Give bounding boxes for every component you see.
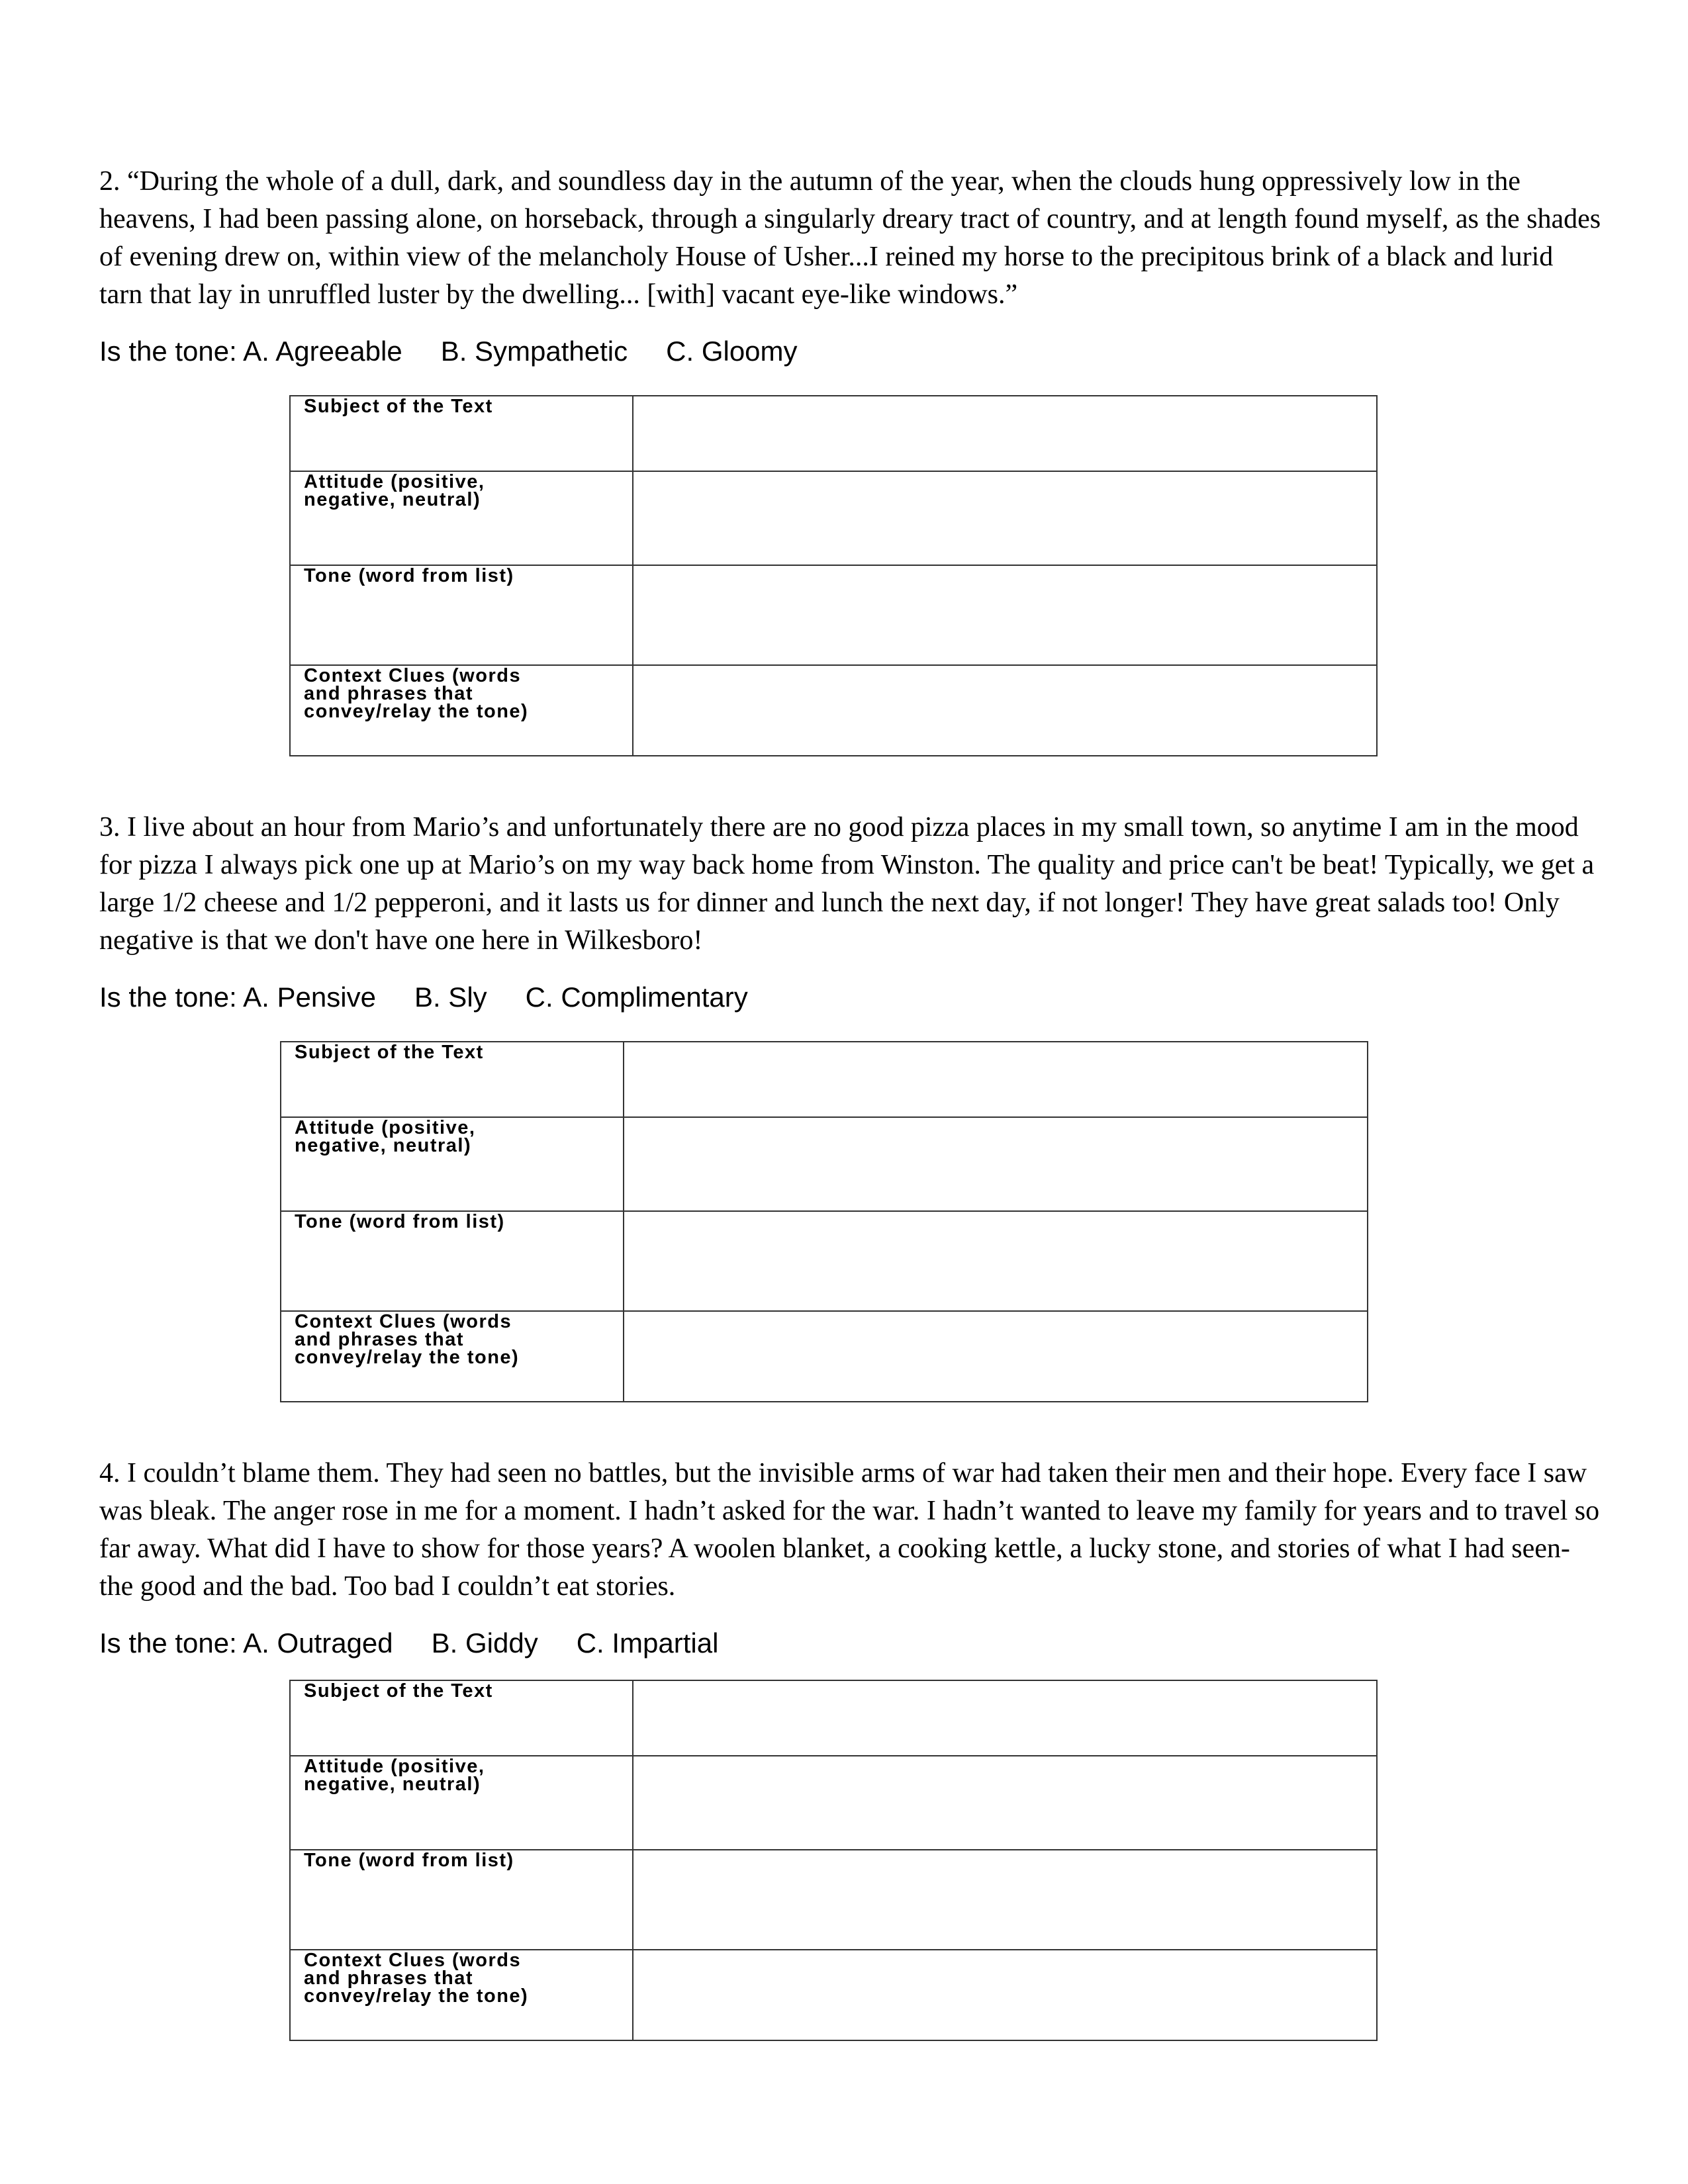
- passage-4: 4. I couldn’t blame them. They had seen no battles, but the invisible arms of war had taken their men and their hope. Every face I saw was bleak. The anger rose in me for a moment. I hadn’t asked for the war. I hadn’t wanted to leave my family for years and to travel so far away. What did I have to show for those years? A woolen blanket, a cooking kettle, a lucky stone, and stories of what I had seen-the good and the bad. Too bad I couldn’t eat stories.: [99, 1458, 1600, 1602]
- answer-cell-tone[interactable]: [624, 1211, 1368, 1311]
- tone-option-b[interactable]: B. Giddy: [431, 1627, 538, 1659]
- row-label-subject: Subject of the Text: [281, 1042, 624, 1117]
- tone-option-c[interactable]: C. Complimentary: [525, 981, 748, 1013]
- tone-prompt: Is the tone:: [99, 981, 237, 1013]
- row-label-context-clues: Context Clues (words and phrases that convey/relay the tone): [290, 1950, 633, 2040]
- row-label-context-clues: Context Clues (words and phrases that convey/relay the tone): [281, 1311, 624, 1402]
- tone-option-b[interactable]: B. Sly: [414, 981, 487, 1013]
- row-label-attitude: Attitude (positive, negative, neutral): [290, 1756, 633, 1850]
- row-label-subject: Subject of the Text: [290, 1680, 633, 1756]
- tone-prompt: Is the tone:: [99, 1627, 237, 1659]
- answer-cell-tone[interactable]: [633, 1850, 1377, 1950]
- row-label-context-clues: Context Clues (words and phrases that convey/relay the tone): [290, 665, 633, 756]
- row-label-attitude: Attitude (positive, negative, neutral): [290, 471, 633, 565]
- tone-organizer-table-3: [280, 1041, 1368, 1402]
- row-label-tone: Tone (word from list): [290, 565, 633, 665]
- row-label-attitude: Attitude (positive, negative, neutral): [281, 1117, 624, 1211]
- tone-option-c[interactable]: C. Impartial: [576, 1627, 719, 1659]
- tone-question-4: [99, 1627, 718, 1660]
- row-label-subject: Subject of the Text: [290, 396, 633, 471]
- tone-question-3: [99, 981, 748, 1014]
- answer-cell-tone[interactable]: [633, 565, 1377, 665]
- tone-organizer-table-2: [289, 395, 1378, 756]
- tone-question-2: [99, 335, 798, 368]
- tone-prompt: Is the tone:: [99, 336, 237, 367]
- answer-cell-attitude[interactable]: [633, 1756, 1377, 1850]
- tone-organizer-table-4: [289, 1680, 1378, 2041]
- answer-cell-attitude[interactable]: [624, 1117, 1368, 1211]
- tone-option-c[interactable]: C. Gloomy: [666, 336, 798, 367]
- row-label-tone: Tone (word from list): [290, 1850, 633, 1950]
- tone-option-a[interactable]: A. Outraged: [243, 1627, 393, 1659]
- answer-cell-subject[interactable]: [633, 1680, 1377, 1756]
- tone-option-a[interactable]: A. Agreeable: [243, 336, 402, 367]
- passage-3: 3. I live about an hour from Mario’s and unfortunately there are no good pizza places in my small town, so anytime I am in the mood for pizza I always pick one up at Mario’s on my way back home from Winston. The quality and price can't be beat! Typically, we get a large 1/2 cheese and 1/2 pepperoni, and it lasts us for dinner and lunch the next day, if not longer! They have great salads too! Only negative is that we don't have one here in Wilkesboro!: [99, 812, 1595, 956]
- answer-cell-attitude[interactable]: [633, 471, 1377, 565]
- answer-cell-subject[interactable]: [624, 1042, 1368, 1117]
- passage-2: 2. “During the whole of a dull, dark, and soundless day in the autumn of the year, when the clouds hung oppressively low in the heavens, I had been passing alone, on horseback, through a singularly dreary tract of country, and at length found myself, as the shades of evening drew on, within view of the melancholy House of Usher...I reined my horse to the precipitous brink of a black and lurid tarn that lay in unruffled luster by the dwelling... [with] vacant eye-like windows.”: [99, 166, 1601, 310]
- answer-cell-subject[interactable]: [633, 396, 1377, 471]
- tone-option-a[interactable]: A. Pensive: [243, 981, 376, 1013]
- answer-cell-context-clues[interactable]: [624, 1311, 1368, 1402]
- tone-option-b[interactable]: B. Sympathetic: [440, 336, 628, 367]
- answer-cell-context-clues[interactable]: [633, 1950, 1377, 2040]
- answer-cell-context-clues[interactable]: [633, 665, 1377, 756]
- row-label-tone: Tone (word from list): [281, 1211, 624, 1311]
